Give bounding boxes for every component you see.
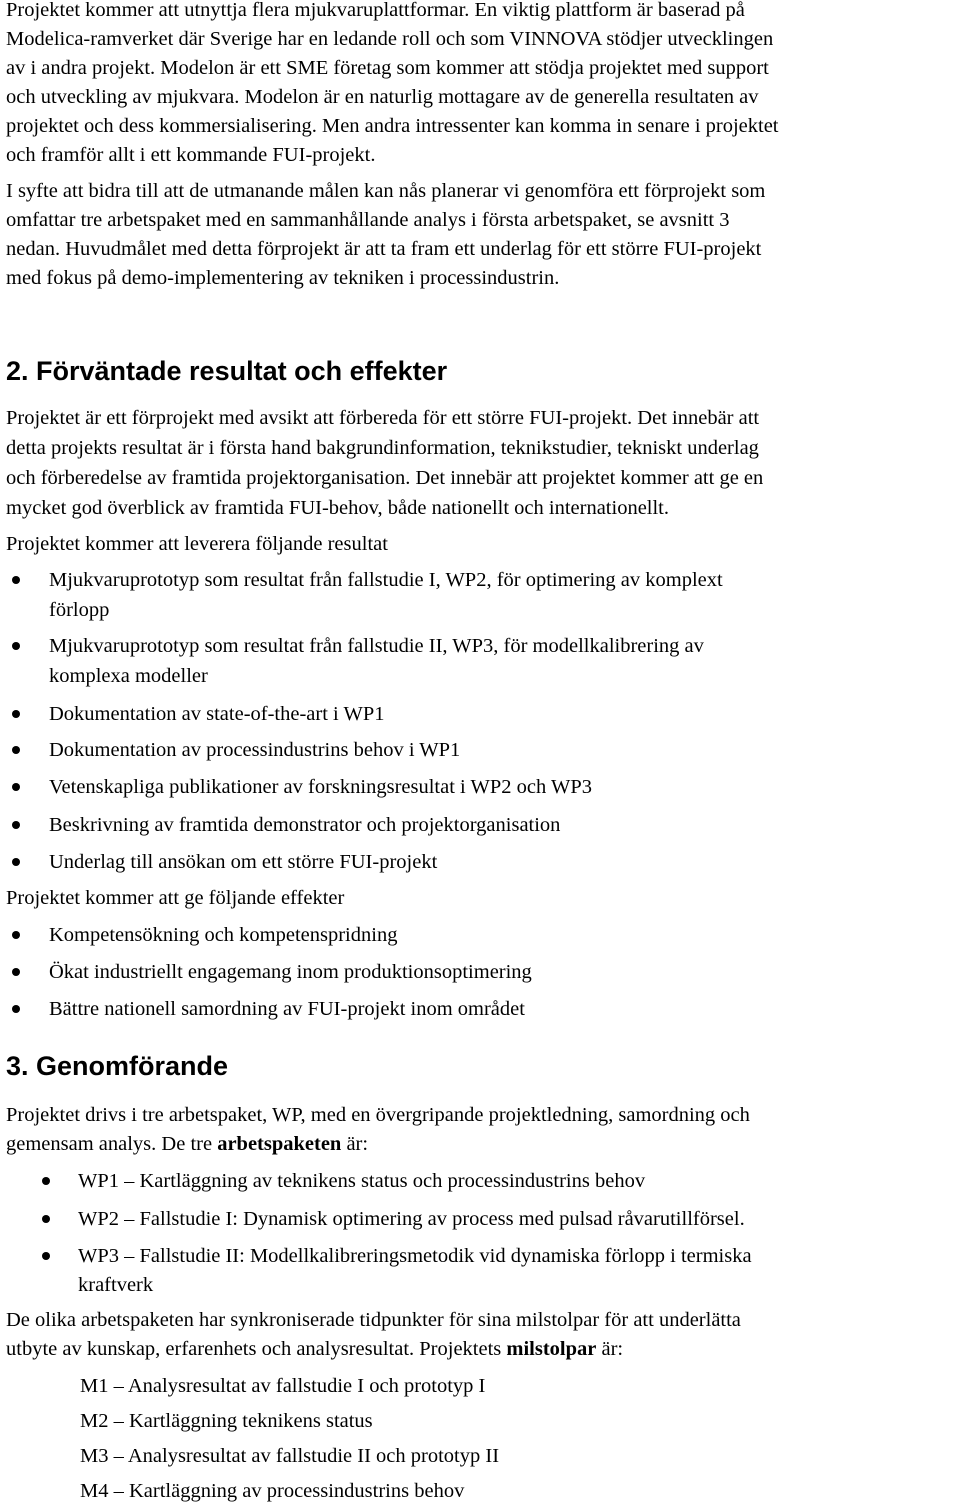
paragraph-line: Projektet är ett förprojekt med avsikt att förbereda för ett större FUI-projekt. Det innebär att: [6, 407, 760, 429]
bullet-icon: [12, 783, 20, 791]
milestone-item: M3 – Analysresultat av fallstudie II och prototyp II: [80, 1445, 500, 1467]
milestone-item: M1 – Analysresultat av fallstudie I och prototyp I: [80, 1375, 486, 1397]
bullet-icon: [42, 1177, 50, 1185]
bullet-icon: [12, 931, 20, 939]
bullet-icon: [42, 1215, 50, 1223]
milestone-item: M2 – Kartläggning teknikens status: [80, 1410, 373, 1432]
bold-term: arbetspaketen: [217, 1133, 342, 1155]
paragraph-line: gemensam analys. De tre arbetspaketen är:: [6, 1133, 369, 1155]
bullet-icon: [12, 576, 20, 584]
paragraph-line: I syfte att bidra till att de utmanande målen kan nås planerar vi genomföra ett förprojekt som: [6, 180, 766, 202]
paragraph-line: Projektet drivs i tre arbetspaket, WP, med en övergripande projektledning, samordning och: [6, 1104, 750, 1126]
section-heading-3: 3. Genomförande: [6, 1051, 229, 1081]
section-heading-2: 2. Förväntade resultat och effekter: [6, 356, 448, 386]
bullet-icon: [12, 858, 20, 866]
paragraph-line: och förberedelse av framtida projektorganisation. Det innebär att projektet kommer att ge en: [6, 467, 764, 489]
paragraph-line: mycket god överblick av framtida FUI-behov, både nationellt och internationellt.: [6, 497, 670, 519]
paragraph-line: Projektet kommer att utnyttja flera mjukvaruplattformar. En viktig plattform är baserad på: [6, 0, 745, 21]
bullet-icon: [12, 968, 20, 976]
paragraph-line: utbyte av kunskap, erfarenhets och analysresultat. Projektets milstolpar är:: [6, 1338, 624, 1360]
bullet-icon: [12, 710, 20, 718]
bullet-icon: [12, 1005, 20, 1013]
effects-intro: Projektet kommer att ge följande effekter: [6, 887, 345, 909]
paragraph-line: med fokus på demo-implementering av tekniken i processindustrin.: [6, 267, 560, 289]
paragraph-line: detta projekts resultat är i första hand bakgrundinformation, teknikstudier, tekniskt underlag: [6, 437, 759, 459]
paragraph-line: De olika arbetspaketen har synkroniserade tidpunkter för sina milstolpar för att underlätta: [6, 1309, 741, 1331]
bullet-icon: [12, 821, 20, 829]
bullet-icon: [12, 746, 20, 754]
paragraph-line: omfattar tre arbetspaket med en sammanhållande analys i första arbetspaket, se avsnitt 3: [6, 209, 730, 231]
bold-term: milstolpar: [506, 1338, 597, 1360]
paragraph-line: Modelica-ramverket där Sverige har en ledande roll och som VINNOVA stödjer utvecklingen: [6, 28, 774, 50]
bullet-icon: [12, 642, 20, 650]
bullet-icon: [42, 1252, 50, 1260]
paragraph-line: och framför allt i ett kommande FUI-projekt.: [6, 144, 376, 166]
document-page: Projektet kommer att utnyttja flera mjukvaruplattformar. En viktig plattform är baserad på Modelica-ramverket där Sverige har en ledande roll och som VINNOVA stödjer utvecklingen av i andra projekt. Modelon är ett SME företag som kommer att stödja projektet med support och utveckling av mjukvara. Modelon är en naturlig mottagare av de generella resultaten av projektet och dess kommersialisering. Men andra intressenter kan komma in senare i projektet och framför allt i ett kommande FUI-projekt. I syfte att bidra till att de utmanande målen kan nås planerar vi genomföra ett förprojekt som omfattar tre arbetspaket med en sammanhållande analys i första arbetspaket, se avsnitt 3 nedan. Huvudmålet med detta förprojekt är att ta fram ett underlag för ett större FUI-projekt med fokus på demo-implementering av tekniken i processindustrin. 2. Förväntade resultat och effekter Projektet är ett förprojekt med avsikt att förbereda för ett större FUI-projekt. Det innebär att detta projekts resultat är i första hand bakgrundinformation, teknikstudier, tekniskt underlag och förberedelse av framtida projektorganisation. Det innebär att projektet kommer att ge en mycket god överblick av framtida FUI-behov, både nationellt och internationellt. Projektet kommer att leverera följande resultat Mjukvaruprototyp som resultat från fallstudie I, WP2, för optimering av komplext förlopp Mjukvaruprototyp som resultat från fallstudie II, WP3, för modellkalibrering av komplexa modeller Dokumentation av state-of-the-art i WP1 Dokumentation av processindustrins behov i WP1 Vetenskapliga publikationer av forskningsresultat i WP2 och WP3 Beskrivning av framtida demonstrator och projektorganisation Underlag till ansökan om ett större FUI-projekt Projektet kommer att ge följande effekter Kompetensökning och kompetenspridning Ökat industriellt engagemang inom produktionsoptimering Bättre nationell samordning av FUI-projekt inom området 3. Genomförande Projektet drivs i tre arbetspaket, WP, med en övergripande projektledning, samordning och gemensam analys. De tre arbetspaketen är: WP1 – Kartläggning av teknikens status och processindustrins behov WP2 – Fallstudie I: Dynamisk optimering av process med pulsad råvarutillförsel. WP3 – Fallstudie II: Modellkalibreringsmetodik vid dynamiska förlopp i termiska kraftverk De olika arbetspaketen har synkroniserade tidpunkter för sina milstolpar för att underlätta utbyte av kunskap, erfarenhets och analysresultat. Projektets milstolpar är: M1 – Analysresultat av fallstudie I och prototyp I M2 – Kartläggning teknikens status M3 – Analysresultat av fallstudie II och prototyp II M4 – Kartläggning av processindustrins behov: [0, 0, 960, 1507]
paragraph-line: nedan. Huvudmålet med detta förprojekt är att ta fram ett underlag för ett större FUI-projekt: [6, 238, 762, 260]
milestone-item: M4 – Kartläggning av processindustrins behov: [80, 1480, 465, 1502]
paragraph-line: och utveckling av mjukvara. Modelon är en naturlig mottagare av de generella resultaten av: [6, 86, 759, 108]
paragraph-line: av i andra projekt. Modelon är ett SME företag som kommer att stödja projektet med support: [6, 57, 769, 79]
results-intro: Projektet kommer att leverera följande resultat: [6, 533, 388, 555]
paragraph-line: projektet och dess kommersialisering. Men andra intressenter kan komma in senare i projektet: [6, 115, 779, 137]
